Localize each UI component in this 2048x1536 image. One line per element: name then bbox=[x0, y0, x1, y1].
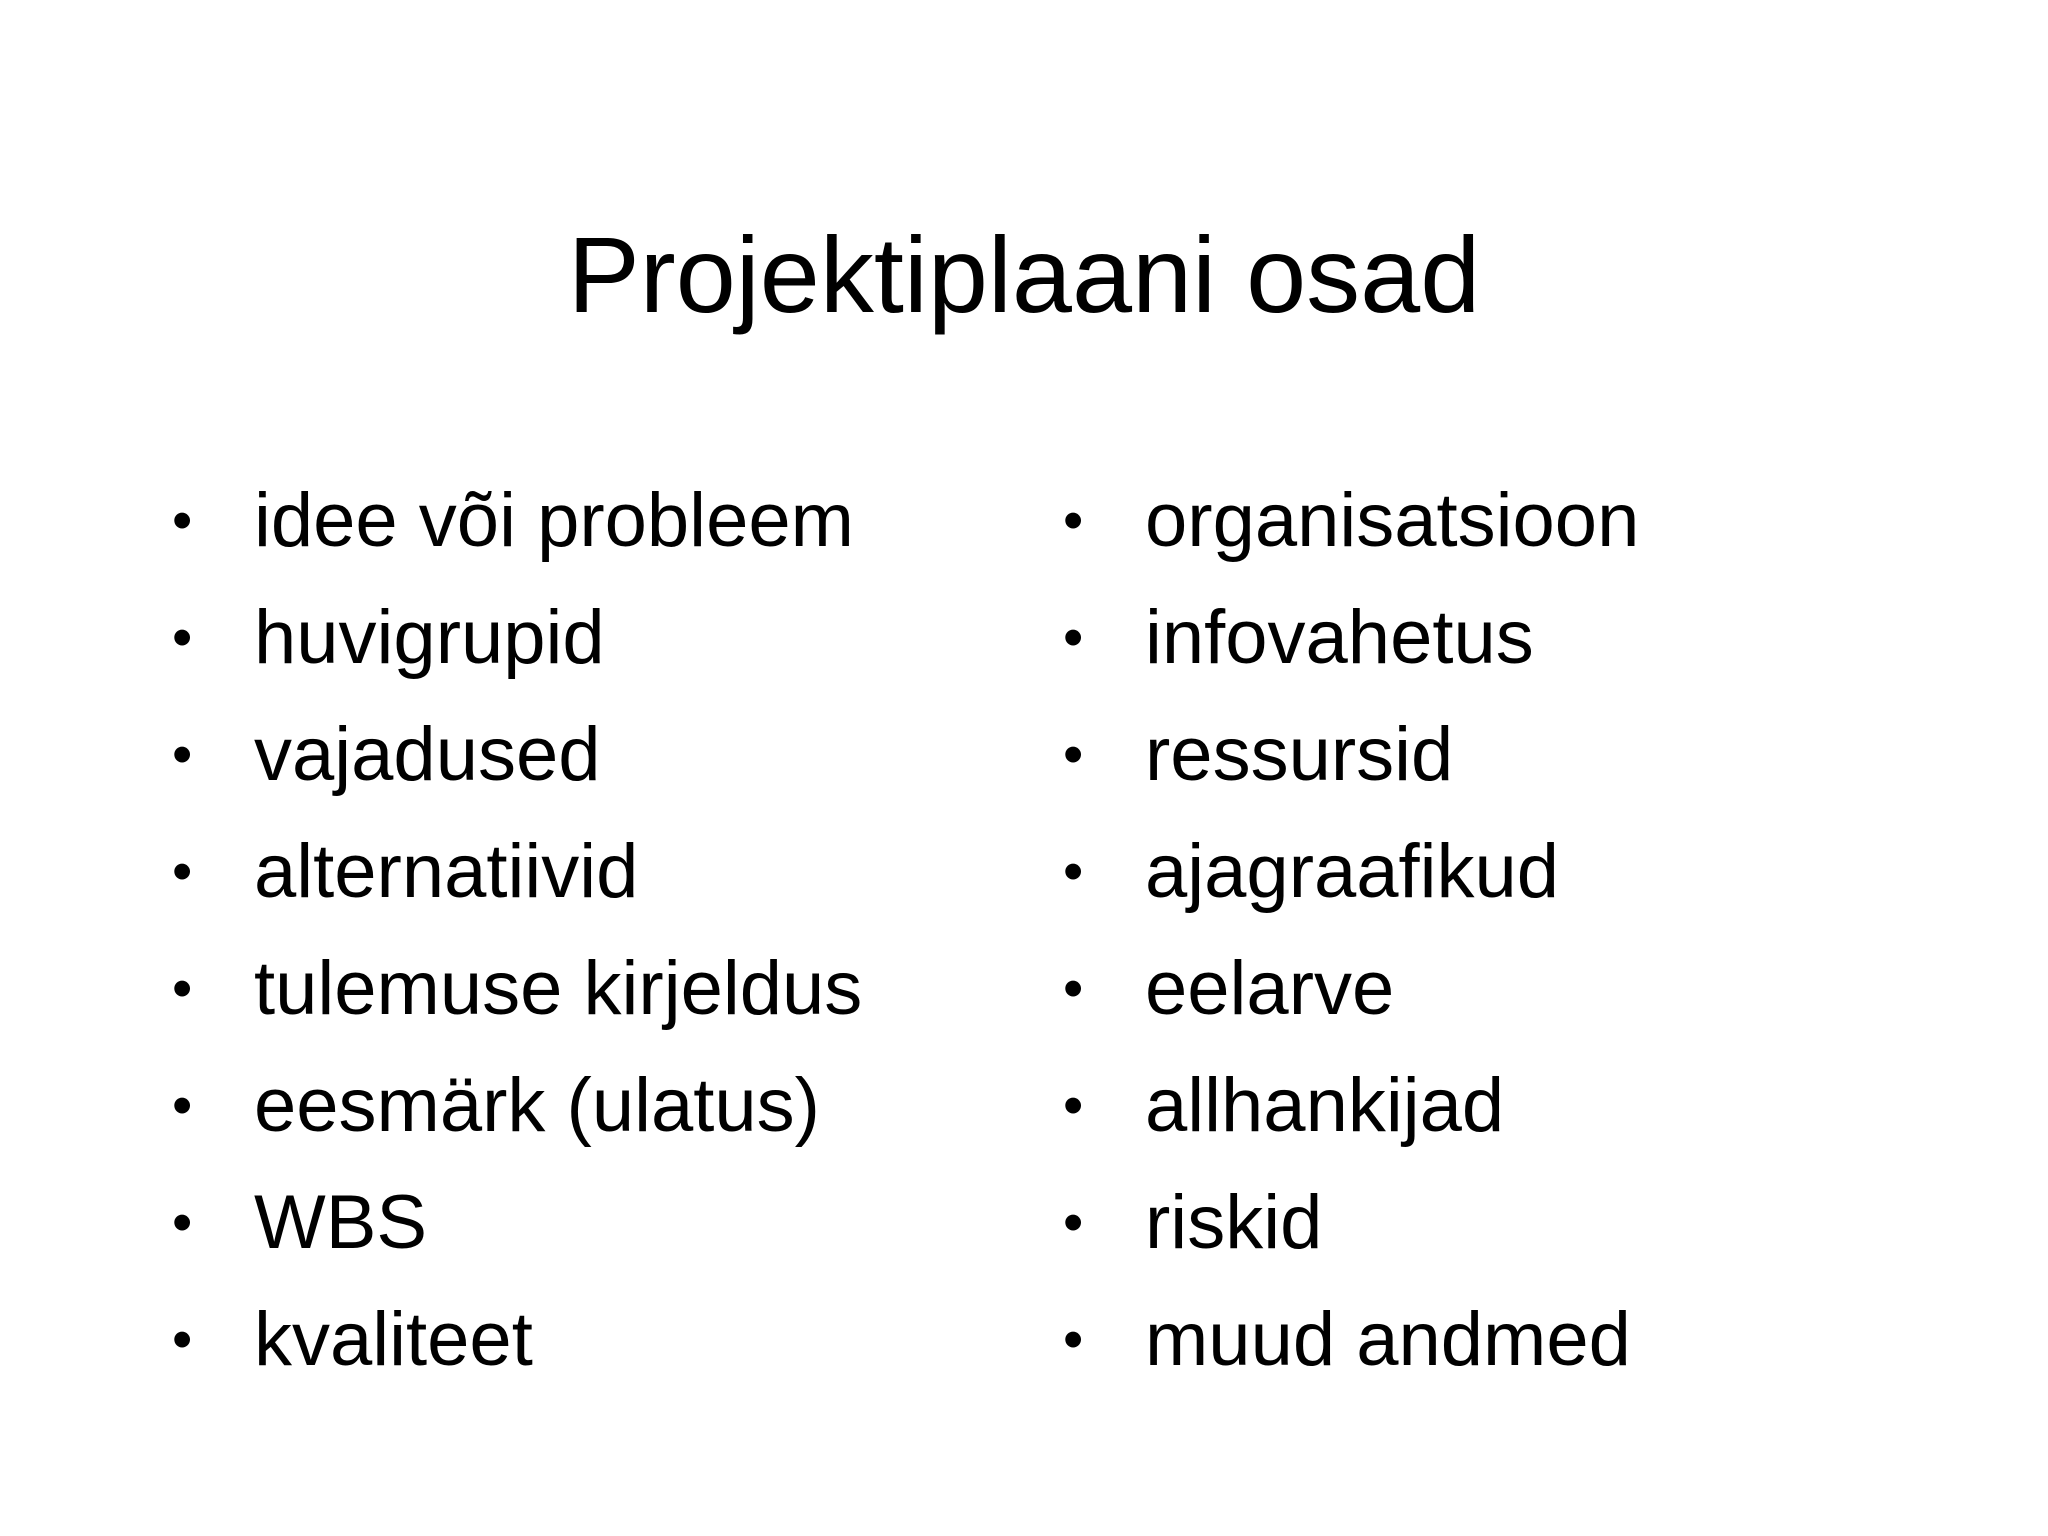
bullet-icon: • bbox=[172, 839, 193, 904]
bullet-item bbox=[172, 1281, 932, 1398]
bullet-icon: • bbox=[1063, 1073, 1084, 1138]
left-bullet-list bbox=[172, 462, 932, 1398]
bullet-icon: • bbox=[172, 605, 193, 670]
bullet-text: ressursid bbox=[1145, 712, 1454, 797]
bullet-text: ajagraafikud bbox=[1145, 829, 1560, 914]
bullet-icon: • bbox=[1063, 722, 1084, 787]
bullet-text: riskid bbox=[1145, 1180, 1323, 1265]
bullet-item bbox=[172, 462, 932, 579]
bullet-item bbox=[1063, 696, 1823, 813]
bullet-icon: • bbox=[172, 1190, 193, 1255]
bullet-item bbox=[172, 1164, 932, 1281]
bullet-text: allhankijad bbox=[1145, 1063, 1505, 1148]
bullet-icon: • bbox=[1063, 839, 1084, 904]
bullet-text: infovahetus bbox=[1145, 595, 1534, 680]
bullet-icon: • bbox=[172, 488, 193, 553]
bullet-item bbox=[1063, 813, 1823, 930]
bullet-icon: • bbox=[172, 1073, 193, 1138]
bullet-icon: • bbox=[1063, 1307, 1084, 1372]
bullet-text: muud andmed bbox=[1145, 1297, 1631, 1382]
bullet-item bbox=[172, 579, 932, 696]
bullet-icon: • bbox=[172, 722, 193, 787]
bullet-text: kvaliteet bbox=[254, 1297, 533, 1382]
bullet-text: WBS bbox=[254, 1180, 428, 1265]
bullet-text: eelarve bbox=[1145, 946, 1395, 1031]
bullet-item bbox=[172, 930, 932, 1047]
bullet-item bbox=[1063, 1164, 1823, 1281]
bullet-item bbox=[172, 1047, 932, 1164]
bullet-icon: • bbox=[1063, 488, 1084, 553]
bullet-text: alternatiivid bbox=[254, 829, 639, 914]
bullet-item bbox=[172, 696, 932, 813]
bullet-icon: • bbox=[1063, 1190, 1084, 1255]
bullet-text: tulemuse kirjeldus bbox=[254, 946, 863, 1031]
bullet-text: organisatsioon bbox=[1145, 478, 1640, 563]
bullet-item bbox=[1063, 1281, 1823, 1398]
right-bullet-list bbox=[1063, 462, 1823, 1398]
bullet-icon: • bbox=[172, 1307, 193, 1372]
bullet-item bbox=[1063, 930, 1823, 1047]
bullet-item bbox=[1063, 1047, 1823, 1164]
bullet-item bbox=[1063, 462, 1823, 579]
bullet-item bbox=[1063, 579, 1823, 696]
bullet-text: vajadused bbox=[254, 712, 601, 797]
bullet-text: idee või probleem bbox=[254, 478, 854, 563]
bullet-icon: • bbox=[1063, 956, 1084, 1021]
bullet-item bbox=[172, 813, 932, 930]
bullet-text: huvigrupid bbox=[254, 595, 605, 680]
bullet-icon: • bbox=[172, 956, 193, 1021]
slide-title: Projektiplaani osad bbox=[567, 214, 1481, 335]
bullet-text: eesmärk (ulatus) bbox=[254, 1063, 820, 1148]
bullet-icon: • bbox=[1063, 605, 1084, 670]
